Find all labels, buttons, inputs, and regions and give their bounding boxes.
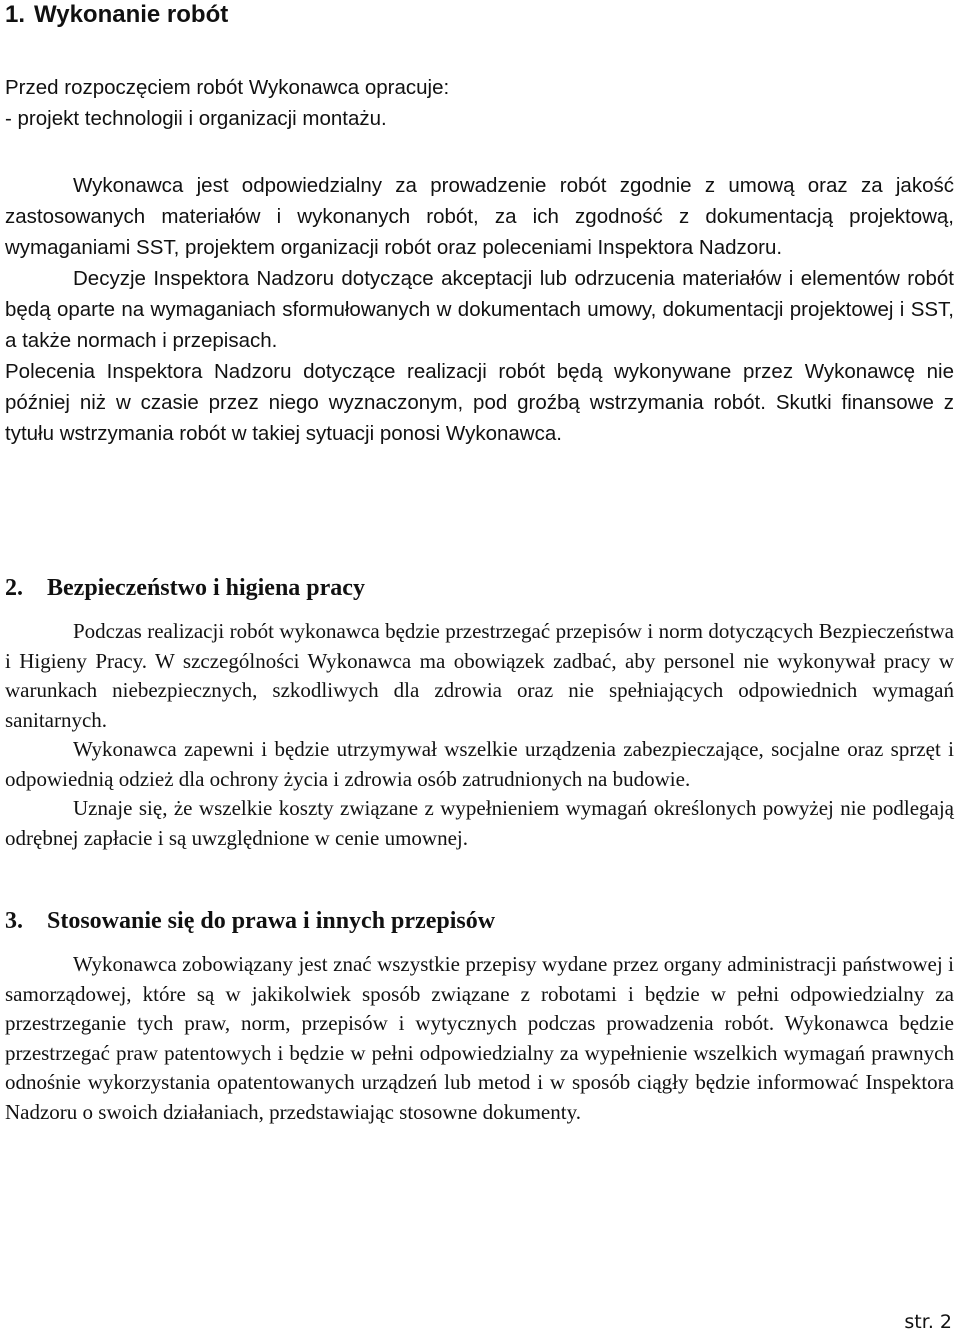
section-2-paragraph-2: Wykonawca zapewni i będzie utrzymywał wszelkie urządzenia zabezpieczające, socjalne oraz sprzęt i odpowiednią odzież dla ochrony życia i zdrowia osób zatrudnionych na budowie. xyxy=(5,737,954,791)
section-3 xyxy=(5,906,954,936)
section-1-title: Wykonanie robót xyxy=(34,1,229,28)
section-2-paragraph-1: Podczas realizacji robót wykonawca będzie przestrzegać przepisów i norm dotyczących Bezpieczeństwa i Higieny Pracy. W szczególności Wykonawca ma obowiązek zadbać, aby personel nie wykonywał pracy w warunkach niebezpiecznych, szkodliwych dla zdrowia oraz nie spełniających odpowiednich wymagań sanitarnych. xyxy=(5,619,954,732)
section-1-heading xyxy=(5,0,954,30)
section-2-number: 2. xyxy=(5,575,23,601)
section-1-intro xyxy=(5,72,954,134)
section-3-title: Stosowanie się do prawa i innych przepisów xyxy=(47,908,496,934)
intro-line-2: - projekt technologii i organizacji montażu. xyxy=(5,107,387,130)
section-1-paragraph-2: Decyzje Inspektora Nadzoru dotyczące akceptacji lub odrzucenia materiałów i elementów robót będą oparte na wymaganiach sformułowanych w dokumentach umowy, dokumentacji projektowej i SST, a także normach i przepisach. xyxy=(5,267,954,352)
section-2 xyxy=(5,573,954,603)
section-3-number: 3. xyxy=(5,908,23,934)
section-2-heading xyxy=(5,573,954,603)
section-2-body xyxy=(5,617,954,853)
section-1 xyxy=(5,0,954,30)
section-1-paragraph-1: Wykonawca jest odpowiedzialny za prowadzenie robót zgodnie z umową oraz za jakość zastosowanych materiałów i wykonanych robót, za ich zgodność z dokumentacją projektową, wymaganiami SST, projektem organizacji robót oraz poleceniami Inspektora Nadzoru. xyxy=(5,174,954,259)
section-1-body xyxy=(5,170,954,449)
section-1-number: 1. xyxy=(5,1,26,28)
intro-line-1: Przed rozpoczęciem robót Wykonawca opracuje: xyxy=(5,76,450,99)
section-2-title: Bezpieczeństwo i higiena pracy xyxy=(47,575,365,601)
section-2-paragraph-3: Uznaje się, że wszelkie koszty związane z wypełnieniem wymagań określonych powyżej nie podlegają odrębnej zapłacie i są uwzględnione w cenie umownej. xyxy=(5,796,954,850)
section-3-paragraph-1: Wykonawca zobowiązany jest znać wszystkie przepisy wydane przez organy administracji państwowej i samorządowej, które są w jakikolwiek sposób związane z robotami i będzie w pełni odpowiedzialny za przestrzeganie tych praw, norm, przepisów i wytycznych podczas prowadzenia robót. Wykonawca będzie przestrzegać praw patentowych i będzie w pełni odpowiedzialny za wypełnienie wszelkich wymagań prawnych odnośnie wykorzystania opatentowanych urządzeń lub metod i w sposób ciągły będzie informować Inspektora Nadzoru o swoich działaniach, przedstawiając stosowne dokumenty. xyxy=(5,952,954,1124)
section-3-heading xyxy=(5,906,954,936)
section-3-body xyxy=(5,950,954,1127)
section-1-paragraph-3: Polecenia Inspektora Nadzoru dotyczące realizacji robót będą wykonywane przez Wykonawcę nie później niż w czasie przez niego wyznaczonym, pod groźbą wstrzymania robót. Skutki finansowe z tytułu wstrzymania robót w takiej sytuacji ponosi Wykonawca. xyxy=(5,360,954,445)
page-number: str. 2 xyxy=(904,1311,952,1333)
